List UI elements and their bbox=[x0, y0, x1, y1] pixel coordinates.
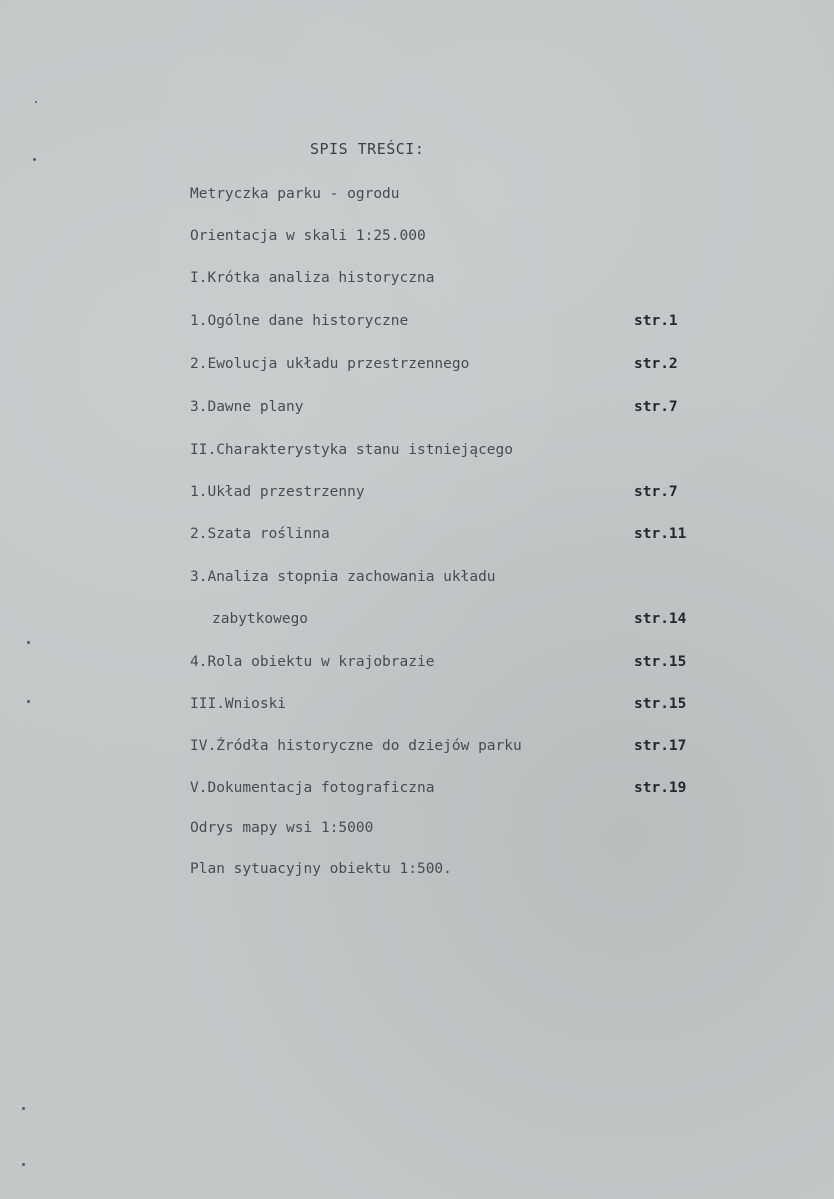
toc-entry-label: IV.Źródła historyczne do dziejów parku bbox=[190, 738, 522, 754]
toc-entry-page: str.7 bbox=[634, 484, 678, 500]
toc-entry-page: str.15 bbox=[634, 696, 687, 712]
toc-entry-page: str.14 bbox=[634, 611, 687, 627]
toc-entry-label: Odrys mapy wsi 1:5000 bbox=[190, 820, 374, 836]
toc-entry bbox=[190, 395, 700, 419]
toc-entry-page: str.2 bbox=[634, 356, 678, 372]
toc-entry bbox=[212, 607, 700, 631]
toc-entry bbox=[190, 776, 700, 800]
toc-entry bbox=[190, 224, 700, 248]
toc-entry-label: V.Dokumentacja fotograficzna bbox=[190, 780, 435, 796]
toc-entry-label: 3.Analiza stopnia zachowania układu bbox=[190, 569, 496, 585]
toc-entry-label: Orientacja w skali 1:25.000 bbox=[190, 228, 426, 244]
toc-entry bbox=[190, 182, 700, 206]
toc-entry-label: 4.Rola obiektu w krajobrazie bbox=[190, 654, 435, 670]
toc-entry-label: II.Charakterystyka stanu istniejącego bbox=[190, 442, 514, 458]
toc-entry bbox=[190, 857, 700, 881]
toc-entry-label: Plan sytuacyjny obiektu 1:500. bbox=[190, 861, 452, 877]
toc-entry-page: str.15 bbox=[634, 654, 687, 670]
toc-entry bbox=[190, 692, 700, 716]
toc-entry-label: III.Wnioski bbox=[190, 696, 287, 712]
toc-entry-label: 2.Szata roślinna bbox=[190, 526, 330, 542]
toc-entry-label: 1.Układ przestrzenny bbox=[190, 484, 365, 500]
toc-entry bbox=[190, 522, 700, 546]
toc-entry bbox=[190, 650, 700, 674]
toc-entry bbox=[190, 266, 700, 290]
toc-entry bbox=[190, 734, 700, 758]
toc-entry-label: 1.Ogólne dane historyczne bbox=[190, 313, 409, 329]
toc-entry bbox=[190, 438, 700, 462]
toc-entry bbox=[190, 816, 700, 840]
toc-entry-page: str.7 bbox=[634, 399, 678, 415]
toc-entry-page: str.19 bbox=[634, 780, 687, 796]
page-title: SPIS TREŚCI: bbox=[310, 140, 425, 158]
toc-entry-page: str.11 bbox=[634, 526, 687, 542]
toc-entry bbox=[190, 352, 700, 376]
toc-entry-page: str.17 bbox=[634, 738, 687, 754]
toc-entry-label: Metryczka parku - ogrodu bbox=[190, 186, 400, 202]
toc-entry-page: str.1 bbox=[634, 313, 678, 329]
toc-entry-label: 3.Dawne plany bbox=[190, 399, 304, 415]
toc-entry-label: zabytkowego bbox=[212, 611, 309, 627]
toc-entry bbox=[190, 565, 700, 589]
toc-entry bbox=[190, 309, 700, 333]
toc-entry-label: 2.Ewolucja układu przestrzennego bbox=[190, 356, 470, 372]
toc-entry-label: I.Krótka analiza historyczna bbox=[190, 270, 435, 286]
toc-entry bbox=[190, 480, 700, 504]
